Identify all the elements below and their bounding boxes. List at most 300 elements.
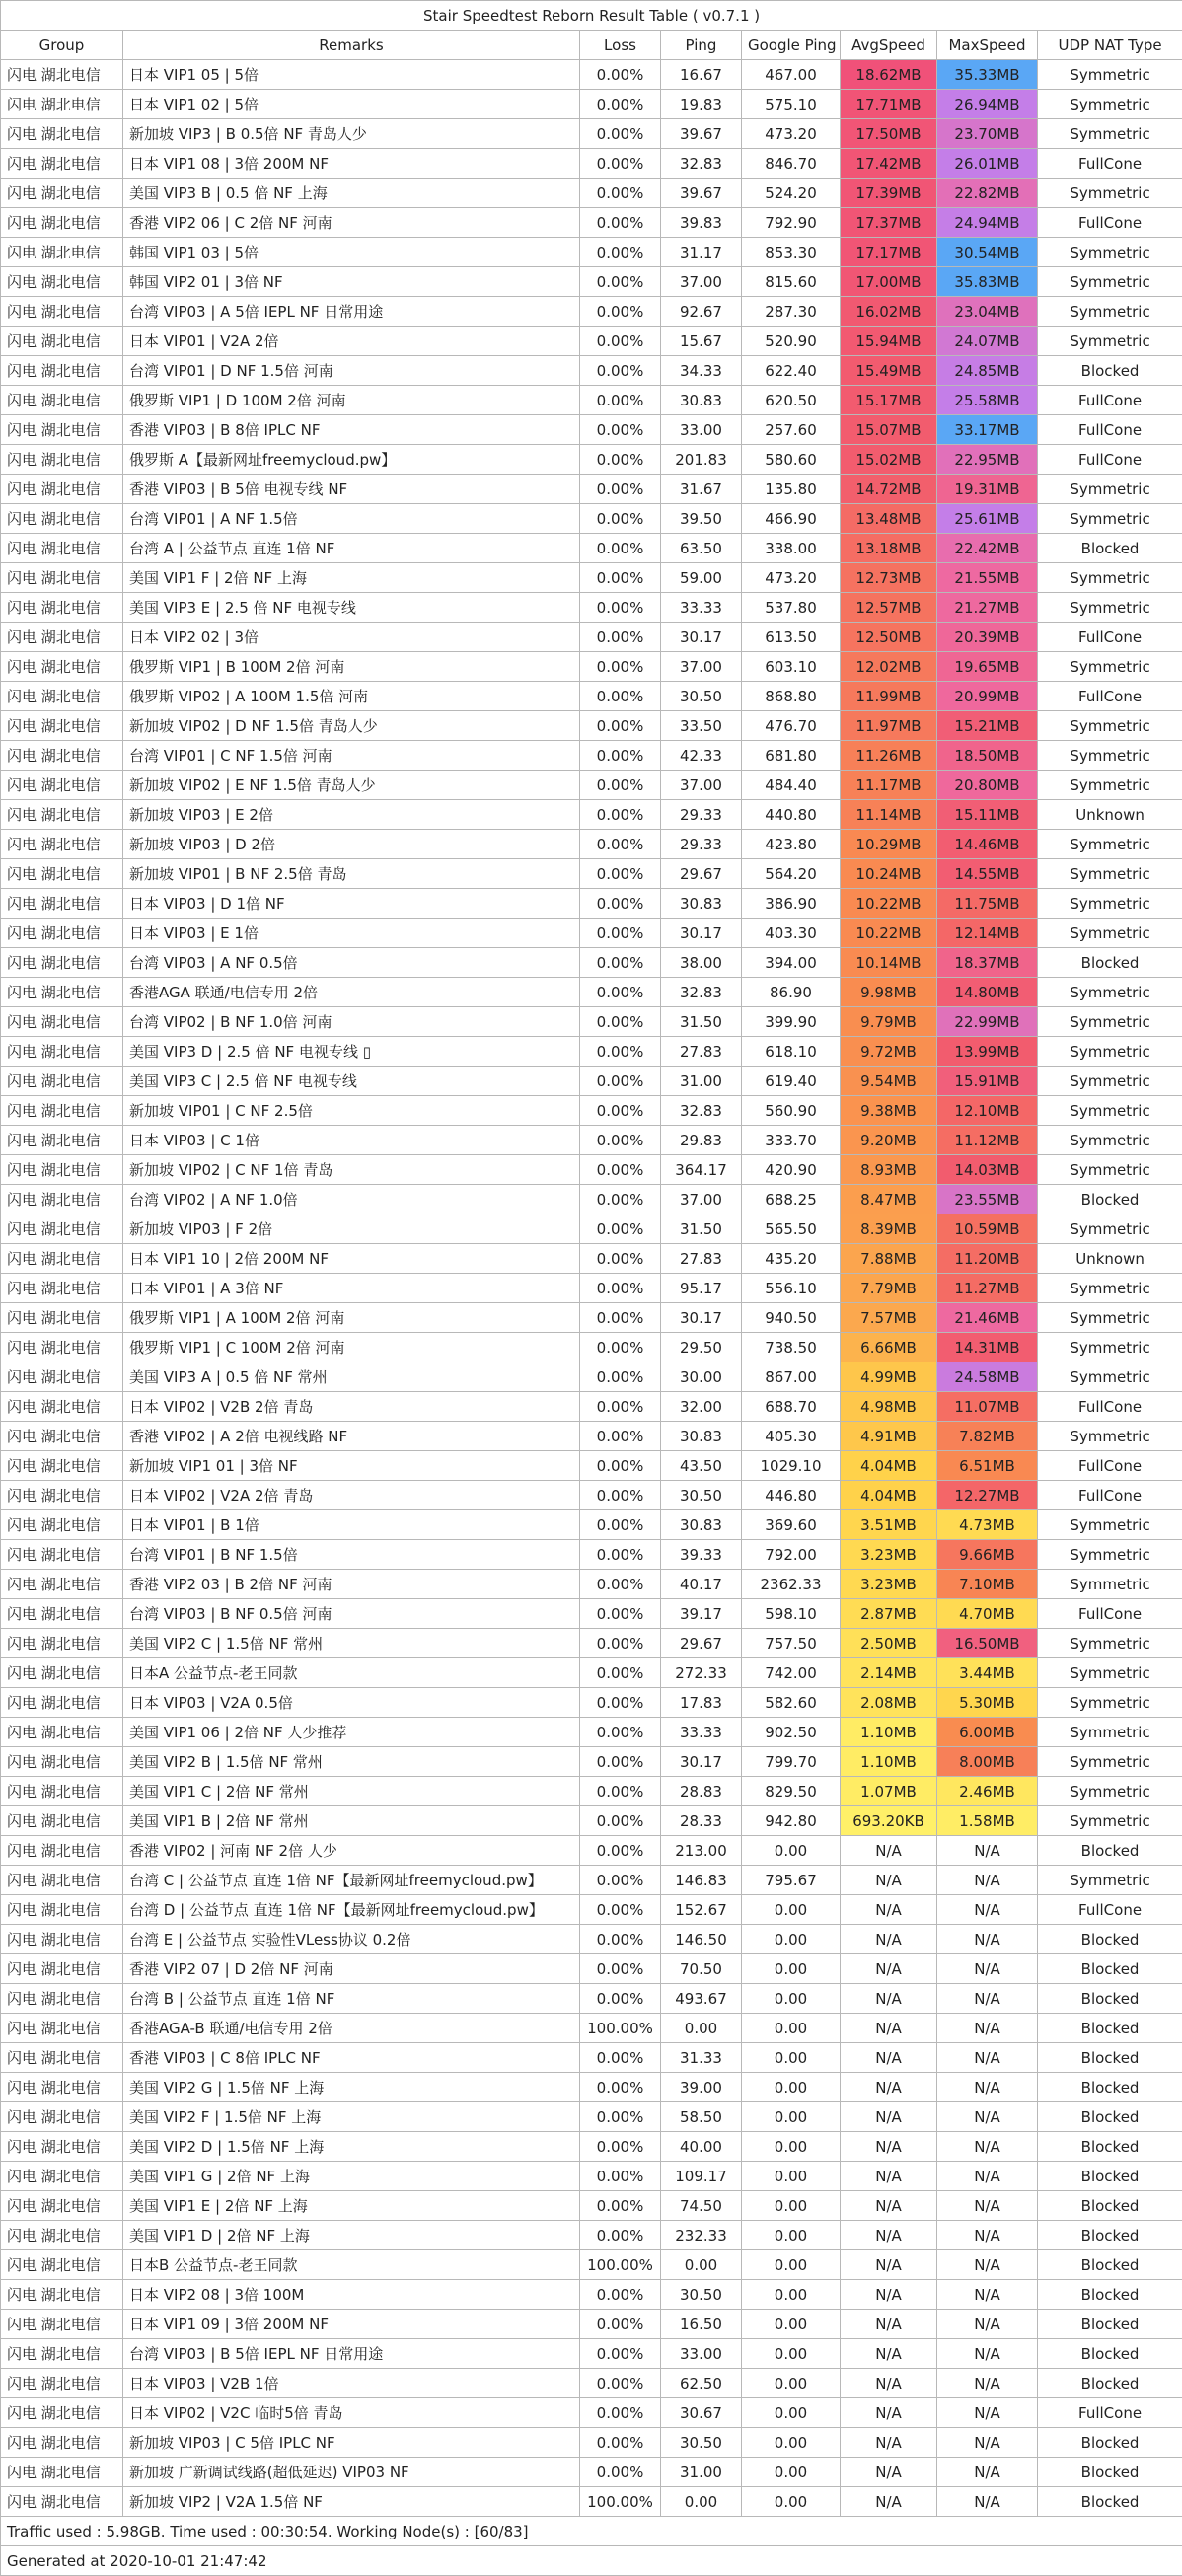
cell-group: 闪电 湖北电信 xyxy=(1,2428,123,2458)
cell-remarks: 美国 VIP2 G | 1.5倍 NF 上海 xyxy=(123,2073,580,2102)
cell-google-ping: 423.80 xyxy=(742,830,841,859)
cell-maxspeed: 26.01MB xyxy=(937,149,1038,179)
cell-udp-nat-type: Symmetric xyxy=(1038,1096,1182,1126)
cell-ping: 39.83 xyxy=(661,208,742,238)
cell-avgspeed: N/A xyxy=(841,2369,937,2398)
cell-avgspeed: N/A xyxy=(841,2339,937,2369)
cell-group: 闪电 湖北电信 xyxy=(1,534,123,563)
cell-remarks: 新加坡 VIP2 | V2A 1.5倍 NF xyxy=(123,2487,580,2517)
cell-udp-nat-type: Blocked xyxy=(1038,2102,1182,2132)
cell-loss: 0.00% xyxy=(580,1984,661,2014)
cell-loss: 0.00% xyxy=(580,356,661,386)
cell-maxspeed: N/A xyxy=(937,1954,1038,1984)
cell-maxspeed: 35.33MB xyxy=(937,60,1038,90)
cell-avgspeed: N/A xyxy=(841,1984,937,2014)
cell-google-ping: 0.00 xyxy=(742,2102,841,2132)
cell-google-ping: 0.00 xyxy=(742,2310,841,2339)
cell-maxspeed: N/A xyxy=(937,2310,1038,2339)
cell-udp-nat-type: Blocked xyxy=(1038,2428,1182,2458)
cell-ping: 62.50 xyxy=(661,2369,742,2398)
cell-google-ping: 742.00 xyxy=(742,1658,841,1688)
cell-ping: 30.67 xyxy=(661,2398,742,2428)
cell-ping: 32.83 xyxy=(661,1096,742,1126)
generated-timestamp: Generated at 2020-10-01 21:47:42 xyxy=(1,2546,1182,2576)
cell-group: 闪电 湖北电信 xyxy=(1,1037,123,1067)
cell-ping: 42.33 xyxy=(661,741,742,771)
table-row xyxy=(1,1599,1182,1629)
cell-loss: 0.00% xyxy=(580,978,661,1007)
cell-group: 闪电 湖北电信 xyxy=(1,1570,123,1599)
cell-maxspeed: 19.65MB xyxy=(937,652,1038,682)
cell-google-ping: 86.90 xyxy=(742,978,841,1007)
cell-avgspeed: 3.23MB xyxy=(841,1570,937,1599)
cell-ping: 0.00 xyxy=(661,2014,742,2043)
cell-ping: 30.17 xyxy=(661,919,742,948)
table-title: Stair Speedtest Reborn Result Table ( v0.7.1 ) xyxy=(1,1,1182,31)
cell-group: 闪电 湖北电信 xyxy=(1,741,123,771)
cell-avgspeed: 15.49MB xyxy=(841,356,937,386)
cell-avgspeed: 12.57MB xyxy=(841,593,937,623)
cell-remarks: 日本 VIP03 | V2A 0.5倍 xyxy=(123,1688,580,1718)
cell-group: 闪电 湖北电信 xyxy=(1,1836,123,1866)
cell-group: 闪电 湖北电信 xyxy=(1,1422,123,1451)
cell-remarks: 美国 VIP1 G | 2倍 NF 上海 xyxy=(123,2162,580,2191)
cell-google-ping: 394.00 xyxy=(742,948,841,978)
table-row xyxy=(1,1333,1182,1362)
cell-maxspeed: 6.51MB xyxy=(937,1451,1038,1481)
cell-loss: 0.00% xyxy=(580,475,661,504)
cell-ping: 37.00 xyxy=(661,1185,742,1214)
cell-avgspeed: N/A xyxy=(841,2073,937,2102)
cell-avgspeed: 2.50MB xyxy=(841,1629,937,1658)
cell-avgspeed: N/A xyxy=(841,2132,937,2162)
cell-remarks: 新加坡 VIP02 | C NF 1倍 青岛 xyxy=(123,1155,580,1185)
cell-udp-nat-type: Symmetric xyxy=(1038,1362,1182,1392)
cell-avgspeed: 4.99MB xyxy=(841,1362,937,1392)
cell-remarks: 美国 VIP1 C | 2倍 NF 常州 xyxy=(123,1777,580,1806)
cell-maxspeed: N/A xyxy=(937,1866,1038,1895)
cell-group: 闪电 湖北电信 xyxy=(1,1481,123,1510)
cell-google-ping: 688.70 xyxy=(742,1392,841,1422)
header-group: Group xyxy=(1,31,123,60)
cell-google-ping: 560.90 xyxy=(742,1096,841,1126)
cell-avgspeed: 3.51MB xyxy=(841,1510,937,1540)
cell-ping: 37.00 xyxy=(661,771,742,800)
cell-remarks: 台湾 VIP03 | A 5倍 IEPL NF 日常用途 xyxy=(123,297,580,327)
cell-loss: 0.00% xyxy=(580,2132,661,2162)
cell-google-ping: 473.20 xyxy=(742,563,841,593)
cell-loss: 0.00% xyxy=(580,1599,661,1629)
cell-ping: 30.83 xyxy=(661,889,742,919)
cell-maxspeed: 1.58MB xyxy=(937,1806,1038,1836)
table-row xyxy=(1,948,1182,978)
cell-loss: 0.00% xyxy=(580,297,661,327)
cell-google-ping: 520.90 xyxy=(742,327,841,356)
table-row xyxy=(1,1540,1182,1570)
cell-loss: 0.00% xyxy=(580,919,661,948)
cell-avgspeed: 17.71MB xyxy=(841,90,937,119)
cell-remarks: 日本 VIP03 | C 1倍 xyxy=(123,1126,580,1155)
cell-loss: 0.00% xyxy=(580,179,661,208)
cell-remarks: 俄罗斯 VIP1 | A 100M 2倍 河南 xyxy=(123,1303,580,1333)
header-loss: Loss xyxy=(580,31,661,60)
cell-avgspeed: 9.38MB xyxy=(841,1096,937,1126)
cell-loss: 0.00% xyxy=(580,267,661,297)
cell-loss: 0.00% xyxy=(580,2369,661,2398)
table-row xyxy=(1,1895,1182,1925)
cell-google-ping: 0.00 xyxy=(742,1984,841,2014)
cell-loss: 0.00% xyxy=(580,1007,661,1037)
header-maxspeed: MaxSpeed xyxy=(937,31,1038,60)
cell-ping: 31.67 xyxy=(661,475,742,504)
cell-udp-nat-type: Symmetric xyxy=(1038,1806,1182,1836)
cell-group: 闪电 湖北电信 xyxy=(1,119,123,149)
table-row xyxy=(1,1422,1182,1451)
cell-remarks: 美国 VIP3 D | 2.5 倍 NF 电视专线 ▯ xyxy=(123,1037,580,1067)
cell-maxspeed: 23.04MB xyxy=(937,297,1038,327)
cell-remarks: 韩国 VIP2 01 | 3倍 NF xyxy=(123,267,580,297)
cell-group: 闪电 湖北电信 xyxy=(1,1954,123,1984)
table-row xyxy=(1,2250,1182,2280)
cell-google-ping: 799.70 xyxy=(742,1747,841,1777)
cell-avgspeed: N/A xyxy=(841,1925,937,1954)
cell-udp-nat-type: Symmetric xyxy=(1038,1422,1182,1451)
table-row xyxy=(1,1836,1182,1866)
cell-group: 闪电 湖北电信 xyxy=(1,1777,123,1806)
cell-google-ping: 369.60 xyxy=(742,1510,841,1540)
cell-avgspeed: 14.72MB xyxy=(841,475,937,504)
cell-loss: 0.00% xyxy=(580,1954,661,1984)
cell-google-ping: 792.90 xyxy=(742,208,841,238)
cell-ping: 30.83 xyxy=(661,1422,742,1451)
cell-group: 闪电 湖北电信 xyxy=(1,1007,123,1037)
cell-avgspeed: 9.72MB xyxy=(841,1037,937,1067)
cell-avgspeed: N/A xyxy=(841,1866,937,1895)
cell-google-ping: 619.40 xyxy=(742,1067,841,1096)
cell-google-ping: 0.00 xyxy=(742,1954,841,1984)
table-row xyxy=(1,238,1182,267)
cell-group: 闪电 湖北电信 xyxy=(1,563,123,593)
cell-ping: 29.33 xyxy=(661,800,742,830)
cell-maxspeed: 24.07MB xyxy=(937,327,1038,356)
table-row xyxy=(1,1126,1182,1155)
cell-udp-nat-type: Symmetric xyxy=(1038,1155,1182,1185)
cell-udp-nat-type: FullCone xyxy=(1038,1451,1182,1481)
cell-group: 闪电 湖北电信 xyxy=(1,1333,123,1362)
table-row xyxy=(1,1688,1182,1718)
cell-loss: 0.00% xyxy=(580,593,661,623)
cell-group: 闪电 湖北电信 xyxy=(1,1599,123,1629)
cell-avgspeed: N/A xyxy=(841,2280,937,2310)
cell-group: 闪电 湖北电信 xyxy=(1,179,123,208)
cell-google-ping: 420.90 xyxy=(742,1155,841,1185)
cell-loss: 0.00% xyxy=(580,652,661,682)
cell-avgspeed: 3.23MB xyxy=(841,1540,937,1570)
cell-maxspeed: 15.21MB xyxy=(937,711,1038,741)
cell-google-ping: 603.10 xyxy=(742,652,841,682)
cell-avgspeed: 15.94MB xyxy=(841,327,937,356)
cell-udp-nat-type: FullCone xyxy=(1038,1481,1182,1510)
cell-loss: 0.00% xyxy=(580,2339,661,2369)
cell-google-ping: 0.00 xyxy=(742,2043,841,2073)
cell-ping: 33.33 xyxy=(661,593,742,623)
cell-maxspeed: N/A xyxy=(937,1984,1038,2014)
cell-maxspeed: N/A xyxy=(937,2043,1038,2073)
cell-udp-nat-type: Symmetric xyxy=(1038,1718,1182,1747)
cell-group: 闪电 湖北电信 xyxy=(1,1126,123,1155)
cell-avgspeed: 8.39MB xyxy=(841,1214,937,1244)
table-row xyxy=(1,445,1182,475)
cell-avgspeed: 17.00MB xyxy=(841,267,937,297)
cell-ping: 493.67 xyxy=(661,1984,742,2014)
cell-ping: 17.83 xyxy=(661,1688,742,1718)
cell-avgspeed: 13.18MB xyxy=(841,534,937,563)
cell-udp-nat-type: FullCone xyxy=(1038,445,1182,475)
cell-ping: 31.00 xyxy=(661,2458,742,2487)
cell-udp-nat-type: FullCone xyxy=(1038,1392,1182,1422)
cell-maxspeed: 12.14MB xyxy=(937,919,1038,948)
cell-ping: 32.00 xyxy=(661,1392,742,1422)
cell-avgspeed: 10.22MB xyxy=(841,919,937,948)
table-row xyxy=(1,356,1182,386)
cell-ping: 30.50 xyxy=(661,1481,742,1510)
cell-maxspeed: 23.55MB xyxy=(937,1185,1038,1214)
cell-google-ping: 0.00 xyxy=(742,2250,841,2280)
cell-google-ping: 0.00 xyxy=(742,2458,841,2487)
cell-group: 闪电 湖北电信 xyxy=(1,859,123,889)
cell-group: 闪电 湖北电信 xyxy=(1,1658,123,1688)
cell-loss: 0.00% xyxy=(580,1333,661,1362)
table-row xyxy=(1,2487,1182,2517)
cell-ping: 37.00 xyxy=(661,267,742,297)
cell-udp-nat-type: Symmetric xyxy=(1038,475,1182,504)
cell-avgspeed: 15.02MB xyxy=(841,445,937,475)
cell-avgspeed: 11.26MB xyxy=(841,741,937,771)
cell-group: 闪电 湖北电信 xyxy=(1,1718,123,1747)
cell-loss: 0.00% xyxy=(580,1126,661,1155)
table-row xyxy=(1,2458,1182,2487)
cell-avgspeed: N/A xyxy=(841,2043,937,2073)
cell-udp-nat-type: Symmetric xyxy=(1038,267,1182,297)
cell-udp-nat-type: Blocked xyxy=(1038,2458,1182,2487)
cell-ping: 30.17 xyxy=(661,1747,742,1777)
table-row xyxy=(1,1214,1182,1244)
cell-remarks: 台湾 VIP01 | C NF 1.5倍 河南 xyxy=(123,741,580,771)
cell-remarks: 台湾 C | 公益节点 直连 1倍 NF【最新网址freemycloud.pw】 xyxy=(123,1866,580,1895)
cell-google-ping: 902.50 xyxy=(742,1718,841,1747)
cell-group: 闪电 湖北电信 xyxy=(1,1747,123,1777)
cell-google-ping: 556.10 xyxy=(742,1274,841,1303)
cell-ping: 27.83 xyxy=(661,1037,742,1067)
cell-google-ping: 582.60 xyxy=(742,1688,841,1718)
cell-maxspeed: 20.39MB xyxy=(937,623,1038,652)
cell-avgspeed: 8.47MB xyxy=(841,1185,937,1214)
cell-google-ping: 476.70 xyxy=(742,711,841,741)
cell-remarks: 日本 VIP01 | V2A 2倍 xyxy=(123,327,580,356)
cell-avgspeed: 15.17MB xyxy=(841,386,937,415)
cell-maxspeed: 6.00MB xyxy=(937,1718,1038,1747)
table-row xyxy=(1,1718,1182,1747)
cell-maxspeed: 22.82MB xyxy=(937,179,1038,208)
cell-remarks: 日本 VIP03 | D 1倍 NF xyxy=(123,889,580,919)
cell-group: 闪电 湖北电信 xyxy=(1,1274,123,1303)
cell-loss: 0.00% xyxy=(580,149,661,179)
cell-maxspeed: N/A xyxy=(937,2339,1038,2369)
cell-avgspeed: N/A xyxy=(841,2191,937,2221)
cell-ping: 29.50 xyxy=(661,1333,742,1362)
cell-avgspeed: N/A xyxy=(841,2310,937,2339)
table-row xyxy=(1,1185,1182,1214)
cell-avgspeed: 17.37MB xyxy=(841,208,937,238)
cell-maxspeed: 21.46MB xyxy=(937,1303,1038,1333)
cell-avgspeed: 11.97MB xyxy=(841,711,937,741)
traffic-summary: Traffic used : 5.98GB. Time used : 00:30:54. Working Node(s) : [60/83] xyxy=(1,2517,1182,2546)
table-row xyxy=(1,1303,1182,1333)
cell-google-ping: 846.70 xyxy=(742,149,841,179)
cell-maxspeed: 3.44MB xyxy=(937,1658,1038,1688)
cell-remarks: 俄罗斯 VIP1 | C 100M 2倍 河南 xyxy=(123,1333,580,1362)
cell-maxspeed: 18.37MB xyxy=(937,948,1038,978)
cell-google-ping: 257.60 xyxy=(742,415,841,445)
cell-remarks: 美国 VIP1 E | 2倍 NF 上海 xyxy=(123,2191,580,2221)
cell-loss: 0.00% xyxy=(580,1510,661,1540)
cell-avgspeed: 4.04MB xyxy=(841,1451,937,1481)
cell-google-ping: 0.00 xyxy=(742,2280,841,2310)
cell-avgspeed: 17.39MB xyxy=(841,179,937,208)
cell-google-ping: 484.40 xyxy=(742,771,841,800)
cell-maxspeed: 7.82MB xyxy=(937,1422,1038,1451)
table-row xyxy=(1,1451,1182,1481)
cell-maxspeed: 24.94MB xyxy=(937,208,1038,238)
cell-remarks: 美国 VIP2 C | 1.5倍 NF 常州 xyxy=(123,1629,580,1658)
cell-remarks: 新加坡 VIP03 | F 2倍 xyxy=(123,1214,580,1244)
cell-remarks: 香港AGA-B 联通/电信专用 2倍 xyxy=(123,2014,580,2043)
cell-maxspeed: 23.70MB xyxy=(937,119,1038,149)
cell-loss: 0.00% xyxy=(580,2458,661,2487)
cell-maxspeed: 11.75MB xyxy=(937,889,1038,919)
table-row xyxy=(1,652,1182,682)
cell-remarks: 台湾 A | 公益节点 直连 1倍 NF xyxy=(123,534,580,563)
cell-google-ping: 681.80 xyxy=(742,741,841,771)
cell-group: 闪电 湖北电信 xyxy=(1,1540,123,1570)
cell-group: 闪电 湖北电信 xyxy=(1,2458,123,2487)
cell-maxspeed: 22.99MB xyxy=(937,1007,1038,1037)
cell-loss: 0.00% xyxy=(580,1392,661,1422)
cell-group: 闪电 湖北电信 xyxy=(1,1185,123,1214)
cell-maxspeed: N/A xyxy=(937,1925,1038,1954)
cell-udp-nat-type: Symmetric xyxy=(1038,1688,1182,1718)
cell-remarks: 新加坡 VIP1 01 | 3倍 NF xyxy=(123,1451,580,1481)
cell-ping: 364.17 xyxy=(661,1155,742,1185)
cell-google-ping: 795.67 xyxy=(742,1866,841,1895)
cell-group: 闪电 湖北电信 xyxy=(1,1895,123,1925)
cell-google-ping: 829.50 xyxy=(742,1777,841,1806)
cell-remarks: 日本 VIP1 09 | 3倍 200M NF xyxy=(123,2310,580,2339)
cell-group: 闪电 湖北电信 xyxy=(1,2280,123,2310)
cell-loss: 0.00% xyxy=(580,830,661,859)
cell-google-ping: 618.10 xyxy=(742,1037,841,1067)
cell-ping: 58.50 xyxy=(661,2102,742,2132)
table-row xyxy=(1,415,1182,445)
cell-udp-nat-type: Symmetric xyxy=(1038,771,1182,800)
cell-maxspeed: 5.30MB xyxy=(937,1688,1038,1718)
table-body xyxy=(1,60,1182,2517)
cell-google-ping: 792.00 xyxy=(742,1540,841,1570)
cell-group: 闪电 湖北电信 xyxy=(1,711,123,741)
cell-remarks: 新加坡 VIP03 | D 2倍 xyxy=(123,830,580,859)
cell-group: 闪电 湖北电信 xyxy=(1,2132,123,2162)
cell-udp-nat-type: FullCone xyxy=(1038,386,1182,415)
cell-loss: 0.00% xyxy=(580,1895,661,1925)
cell-ping: 0.00 xyxy=(661,2487,742,2517)
cell-ping: 16.50 xyxy=(661,2310,742,2339)
cell-loss: 0.00% xyxy=(580,119,661,149)
cell-udp-nat-type: Symmetric xyxy=(1038,652,1182,682)
cell-loss: 0.00% xyxy=(580,1451,661,1481)
cell-remarks: 台湾 VIP02 | B NF 1.0倍 河南 xyxy=(123,1007,580,1037)
cell-group: 闪电 湖北电信 xyxy=(1,1806,123,1836)
cell-google-ping: 405.30 xyxy=(742,1422,841,1451)
cell-google-ping: 940.50 xyxy=(742,1303,841,1333)
cell-maxspeed: N/A xyxy=(937,2398,1038,2428)
cell-maxspeed: N/A xyxy=(937,2369,1038,2398)
cell-remarks: 日本 VIP2 02 | 3倍 xyxy=(123,623,580,652)
cell-loss: 0.00% xyxy=(580,2398,661,2428)
cell-avgspeed: N/A xyxy=(841,1954,937,1984)
cell-maxspeed: N/A xyxy=(937,2428,1038,2458)
cell-maxspeed: 26.94MB xyxy=(937,90,1038,119)
cell-group: 闪电 湖北电信 xyxy=(1,504,123,534)
cell-avgspeed: 12.50MB xyxy=(841,623,937,652)
cell-remarks: 台湾 VIP03 | A NF 0.5倍 xyxy=(123,948,580,978)
cell-udp-nat-type: FullCone xyxy=(1038,415,1182,445)
cell-loss: 0.00% xyxy=(580,238,661,267)
cell-google-ping: 565.50 xyxy=(742,1214,841,1244)
table-row xyxy=(1,1244,1182,1274)
cell-udp-nat-type: FullCone xyxy=(1038,149,1182,179)
cell-remarks: 台湾 VIP03 | B NF 0.5倍 河南 xyxy=(123,1599,580,1629)
cell-group: 闪电 湖北电信 xyxy=(1,1629,123,1658)
cell-google-ping: 287.30 xyxy=(742,297,841,327)
cell-loss: 0.00% xyxy=(580,1570,661,1599)
cell-udp-nat-type: Symmetric xyxy=(1038,60,1182,90)
cell-google-ping: 446.80 xyxy=(742,1481,841,1510)
cell-ping: 95.17 xyxy=(661,1274,742,1303)
cell-ping: 30.17 xyxy=(661,623,742,652)
cell-maxspeed: 22.42MB xyxy=(937,534,1038,563)
cell-udp-nat-type: Blocked xyxy=(1038,2310,1182,2339)
cell-avgspeed: N/A xyxy=(841,2162,937,2191)
cell-loss: 0.00% xyxy=(580,1303,661,1333)
cell-avgspeed: 11.99MB xyxy=(841,682,937,711)
table-row xyxy=(1,327,1182,356)
cell-remarks: 美国 VIP1 B | 2倍 NF 常州 xyxy=(123,1806,580,1836)
cell-google-ping: 0.00 xyxy=(742,2221,841,2250)
cell-udp-nat-type: Blocked xyxy=(1038,2073,1182,2102)
cell-loss: 0.00% xyxy=(580,504,661,534)
cell-udp-nat-type: Blocked xyxy=(1038,534,1182,563)
cell-maxspeed: 14.80MB xyxy=(937,978,1038,1007)
cell-maxspeed: 22.95MB xyxy=(937,445,1038,475)
cell-google-ping: 853.30 xyxy=(742,238,841,267)
cell-group: 闪电 湖北电信 xyxy=(1,1155,123,1185)
cell-group: 闪电 湖北电信 xyxy=(1,267,123,297)
cell-udp-nat-type: Blocked xyxy=(1038,1836,1182,1866)
cell-remarks: 新加坡 VIP01 | B NF 2.5倍 青岛 xyxy=(123,859,580,889)
cell-remarks: 香港 VIP2 03 | B 2倍 NF 河南 xyxy=(123,1570,580,1599)
table-row xyxy=(1,475,1182,504)
table-row xyxy=(1,2428,1182,2458)
